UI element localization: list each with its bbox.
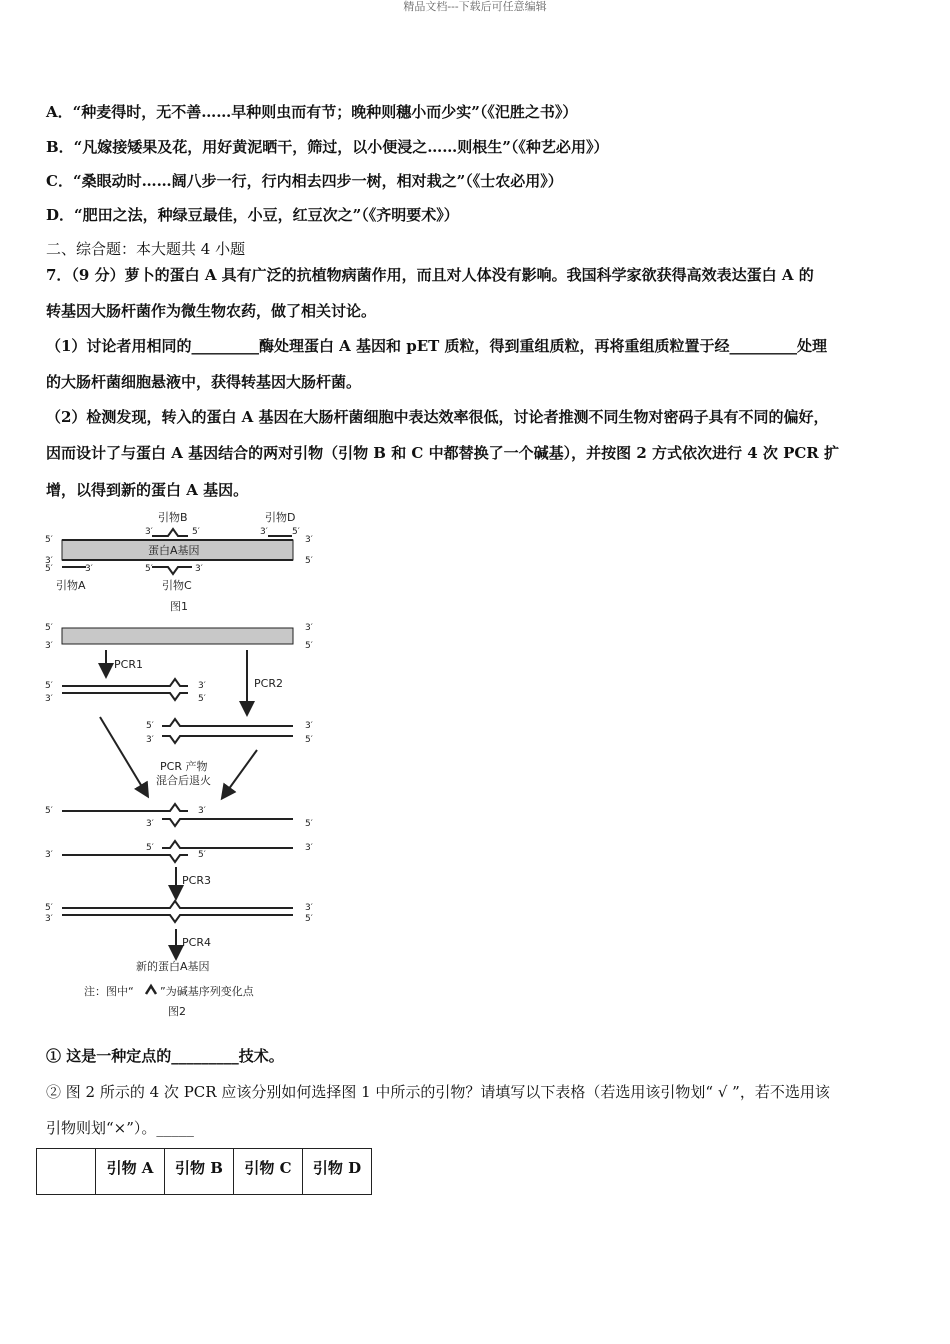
table-row bbox=[37, 1149, 372, 1195]
svg-text:5′: 5′ bbox=[305, 556, 313, 566]
question-stem-line-2: 转基因大肠杆菌作为微生物农药，做了相关讨论。 bbox=[46, 302, 377, 320]
primer-b-label: 引物B bbox=[158, 511, 188, 524]
new-gene-label: 新的蛋白A基因 bbox=[136, 960, 210, 973]
svg-text:3′: 3′ bbox=[305, 721, 313, 731]
svg-text:5′: 5′ bbox=[45, 806, 53, 816]
svg-text:5′: 5′ bbox=[305, 914, 313, 924]
svg-text:3′: 3′ bbox=[195, 564, 203, 574]
pcr4-label: PCR4 bbox=[182, 936, 211, 949]
mix-label-1: PCR 产物 bbox=[160, 760, 208, 773]
svg-text:3′: 3′ bbox=[45, 556, 53, 566]
note-prefix: 注：图中“ bbox=[84, 985, 134, 998]
svg-text:3′: 3′ bbox=[305, 535, 313, 545]
pcr-figure bbox=[40, 505, 330, 1025]
table-header-primer-b: 引物 B bbox=[165, 1149, 234, 1195]
option-a: A．“种麦得时，无不善……早种则虫而有节；晚种则穗小而少实”（《汜胜之书》） bbox=[46, 103, 578, 121]
gene-a-label: 蛋白A基因 bbox=[148, 544, 200, 557]
svg-text:5′: 5′ bbox=[145, 564, 153, 574]
pcr2-label: PCR2 bbox=[254, 677, 283, 690]
option-c: C．“桑眼动时……阔八步一行，行内相去四步一树，相对栽之”（《士农必用》） bbox=[46, 172, 563, 190]
primer-d-label: 引物D bbox=[265, 511, 296, 524]
svg-text:5′: 5′ bbox=[292, 527, 300, 537]
svg-text:5′: 5′ bbox=[45, 681, 53, 691]
svg-text:5′: 5′ bbox=[305, 819, 313, 829]
svg-text:3′: 3′ bbox=[45, 641, 53, 651]
svg-text:3′: 3′ bbox=[45, 914, 53, 924]
option-b: B．“凡嫁接矮果及花，用好黄泥晒干，筛过，以小便浸之……则根生”（《种艺必用》） bbox=[46, 138, 609, 156]
svg-text:5′: 5′ bbox=[198, 694, 206, 704]
fig2-caption: 图2 bbox=[168, 1005, 186, 1018]
section-title: 二、综合题：本大题共 4 小题 bbox=[46, 240, 246, 258]
svg-text:3′: 3′ bbox=[145, 527, 153, 537]
change-point-icon bbox=[146, 986, 156, 994]
sub-question-2-line-1: ② 图 2 所示的 4 次 PCR 应该分别如何选择图 1 中所示的引物？请填写以下表格（若选用该引物划“ √ ”，若不选用该 bbox=[46, 1083, 830, 1101]
svg-text:3′: 3′ bbox=[305, 623, 313, 633]
svg-text:5′: 5′ bbox=[45, 903, 53, 913]
svg-text:3′: 3′ bbox=[146, 819, 154, 829]
svg-text:5′: 5′ bbox=[305, 641, 313, 651]
svg-text:5′: 5′ bbox=[305, 735, 313, 745]
table-cell-blank bbox=[37, 1149, 96, 1195]
svg-text:5′: 5′ bbox=[146, 843, 154, 853]
option-d: D．“肥田之法，种绿豆最佳，小豆，红豆次之”（《齐明要术》） bbox=[46, 206, 459, 224]
question-stem-line-1: 7．（9 分）萝卜的蛋白 A 具有广泛的抗植物病菌作用，而且对人体没有影响。我国科学家欲获得高效表达蛋白 A 的 bbox=[46, 266, 814, 284]
svg-text:3′: 3′ bbox=[305, 903, 313, 913]
part2-line-1: （2）检测发现，转入的蛋白 A 基因在大肠杆菌细胞中表达效率很低，讨论者推测不同生物对密码子具有不同的偏好， bbox=[46, 408, 829, 426]
table-header-primer-c: 引物 C bbox=[234, 1149, 303, 1195]
pcr1-label: PCR1 bbox=[114, 658, 143, 671]
svg-text:5′: 5′ bbox=[45, 535, 53, 545]
pcr3-label: PCR3 bbox=[182, 874, 211, 887]
svg-text:3′: 3′ bbox=[85, 564, 93, 574]
primer-c-label: 引物C bbox=[162, 579, 192, 592]
table-header-primer-d: 引物 D bbox=[303, 1149, 372, 1195]
fig1-caption: 图1 bbox=[170, 600, 188, 613]
part1-line-1: （1）讨论者用相同的_________酶处理蛋白 A 基因和 pET 质粒，得到重组质粒，再将重组质粒置于经_________处理 bbox=[46, 337, 828, 355]
note-suffix: ”为碱基序列变化点 bbox=[160, 985, 254, 998]
table-header-primer-a: 引物 A bbox=[96, 1149, 165, 1195]
primer-b bbox=[152, 529, 188, 536]
primer-table bbox=[36, 1148, 372, 1195]
svg-text:3′: 3′ bbox=[260, 527, 268, 537]
page-header: 精品文档---下载后可任意编辑 bbox=[403, 0, 547, 13]
svg-text:3′: 3′ bbox=[305, 843, 313, 853]
svg-text:5′: 5′ bbox=[45, 623, 53, 633]
svg-text:3′: 3′ bbox=[45, 850, 53, 860]
primer-a-label: 引物A bbox=[56, 579, 86, 592]
svg-text:5′: 5′ bbox=[45, 564, 53, 574]
svg-text:3′: 3′ bbox=[198, 681, 206, 691]
svg-text:5′: 5′ bbox=[198, 850, 206, 860]
sub-question-1: ① 这是一种定点的_________技术。 bbox=[46, 1047, 284, 1065]
part2-line-2: 因而设计了与蛋白 A 基因结合的两对引物（引物 B 和 C 中都替换了一个碱基），并按图 2 方式依次进行 4 次 PCR 扩 bbox=[46, 444, 839, 462]
svg-text:3′: 3′ bbox=[45, 694, 53, 704]
svg-text:5′: 5′ bbox=[146, 721, 154, 731]
mix-label-2: 混合后退火 bbox=[156, 774, 211, 787]
svg-text:3′: 3′ bbox=[198, 806, 206, 816]
svg-text:5′: 5′ bbox=[192, 527, 200, 537]
sub-question-2-line-2: 引物则划“×”）。_____ bbox=[46, 1119, 194, 1137]
primer-c bbox=[152, 567, 192, 574]
svg-text:3′: 3′ bbox=[146, 735, 154, 745]
part2-line-3: 增，以得到新的蛋白 A 基因。 bbox=[46, 481, 249, 499]
part1-line-2: 的大肠杆菌细胞悬液中，获得转基因大肠杆菌。 bbox=[46, 373, 362, 391]
